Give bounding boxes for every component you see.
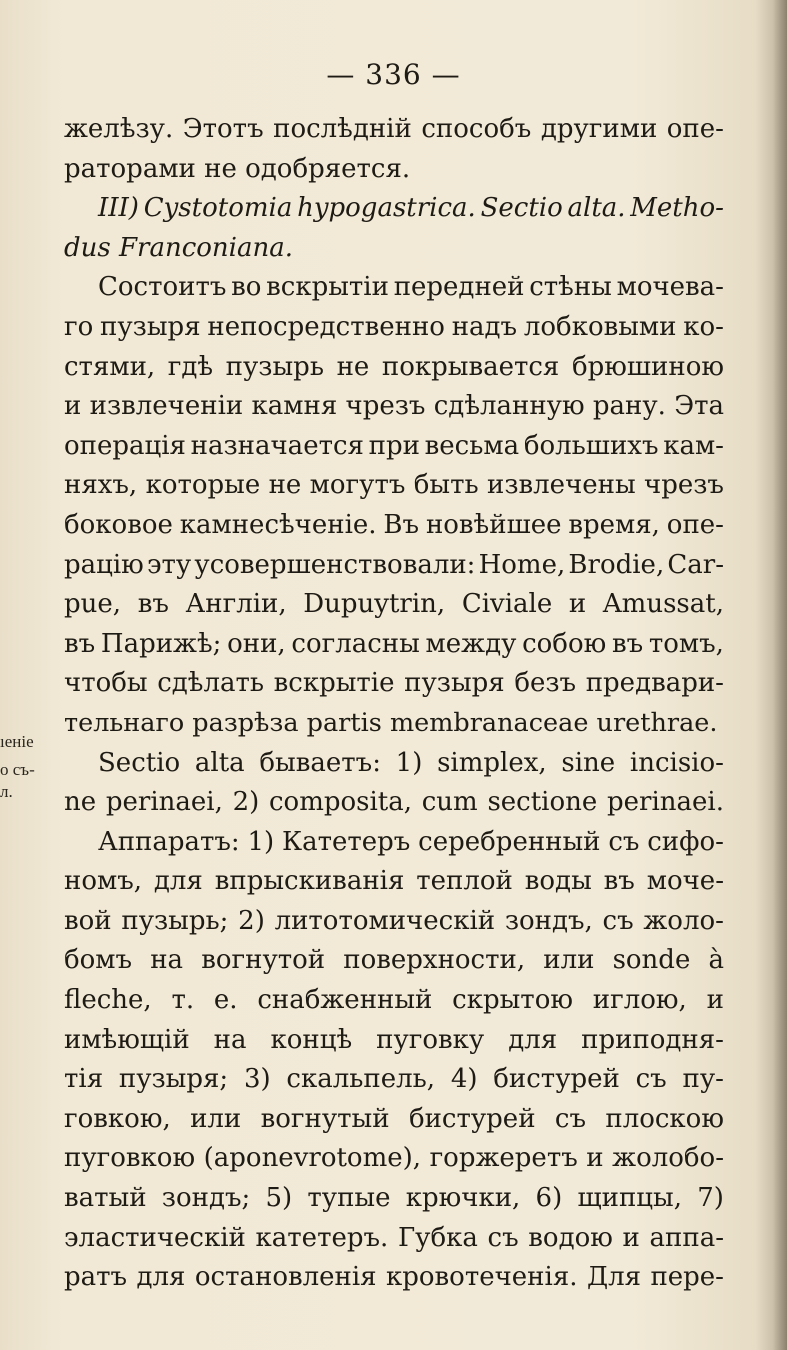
word: согласны: [291, 628, 420, 659]
word: вогнутый: [260, 1103, 390, 1134]
word: съ: [608, 826, 640, 857]
word: 1): [247, 826, 275, 857]
word: быть: [413, 470, 479, 501]
word: стѣны: [529, 272, 612, 303]
word: камнесѣченiе.: [179, 509, 377, 540]
word: брюшиною: [571, 351, 724, 382]
word: жолобо-: [612, 1143, 724, 1174]
word: имѣющiй: [64, 1024, 190, 1055]
text-line: [64, 1139, 724, 1179]
text-line: тельнаго разрѣза partis membranaceae urethrae.: [64, 707, 718, 738]
word: большихъ: [523, 430, 659, 461]
word: камня: [251, 391, 338, 422]
text-line: [64, 466, 724, 506]
word: или: [543, 945, 595, 976]
word: Cystotomia: [143, 193, 293, 224]
text-line: [64, 744, 724, 784]
text-line: [64, 1179, 724, 1219]
word: и: [586, 1143, 604, 1174]
word: и: [622, 1222, 640, 1253]
word: остановленiя: [194, 1262, 377, 1293]
word: съ: [602, 905, 634, 936]
word: Эта: [674, 391, 724, 422]
word: рацiю: [64, 549, 144, 580]
word: эту: [146, 549, 192, 580]
word: извлечены: [487, 470, 636, 501]
word: скальпель,: [286, 1064, 436, 1095]
word: пузырь;: [121, 905, 229, 936]
word: катетеръ.: [255, 1222, 389, 1253]
word: 2): [232, 787, 260, 818]
word: вскрытiе: [273, 668, 395, 699]
word: теплой: [416, 866, 513, 897]
word: sine: [561, 747, 616, 778]
word: стями,: [64, 351, 156, 382]
word: тупые: [307, 1183, 391, 1214]
word: бомъ: [64, 945, 133, 976]
word: чрезъ: [644, 470, 724, 501]
word: Для: [586, 1262, 641, 1293]
word: во: [231, 272, 262, 303]
word: говкою,: [64, 1103, 171, 1134]
word: послѣднiй: [273, 114, 412, 144]
word: пуговку: [376, 1024, 485, 1055]
word: воды: [524, 866, 592, 897]
word: sonde: [612, 945, 691, 976]
word: бистурей: [408, 1103, 536, 1134]
word: желѣзу.: [64, 114, 174, 144]
word: иглою,: [592, 985, 687, 1016]
word: скрытою: [452, 985, 573, 1016]
word: снабженный: [257, 985, 433, 1016]
text-line: [64, 268, 724, 308]
word: Въ: [383, 509, 420, 540]
word: или: [190, 1103, 242, 1134]
word: надъ: [451, 311, 518, 342]
text-line: [64, 546, 724, 586]
word: они,: [227, 628, 286, 659]
word: эластическiй: [64, 1222, 246, 1253]
word: весьма: [424, 430, 520, 461]
word: мочева-: [616, 272, 724, 303]
word: не: [268, 470, 302, 501]
word: опе-: [666, 509, 724, 540]
word: Англiи,: [185, 589, 287, 620]
page-number: — 336 —: [326, 58, 461, 91]
word: и: [706, 985, 724, 1016]
word: т.: [171, 985, 195, 1016]
word: при: [368, 430, 420, 461]
word: е.: [213, 985, 238, 1016]
word: Civiale: [461, 589, 553, 620]
word: пузырь: [225, 351, 324, 382]
word: непосредственно: [207, 311, 445, 342]
word: крючки,: [405, 1183, 521, 1214]
margin-note-3: л.: [0, 782, 13, 801]
word: моче-: [646, 866, 724, 897]
text-line: [64, 664, 724, 704]
text-line: [64, 427, 724, 467]
word: бистурей: [493, 1064, 620, 1095]
word: гдѣ: [167, 351, 214, 382]
word: пуговкою: [64, 1143, 196, 1174]
word: аппа-: [649, 1222, 724, 1253]
word: няхъ,: [64, 470, 138, 501]
word: sectione: [487, 787, 598, 818]
word: 7): [697, 1183, 724, 1214]
word: вой: [64, 905, 112, 936]
word: передней: [393, 272, 525, 303]
word: 3): [243, 1064, 271, 1095]
text-line: [64, 1021, 724, 1061]
word: и: [568, 589, 587, 620]
word: способъ: [421, 114, 532, 144]
text-line: [64, 1100, 724, 1140]
word: Home,: [478, 549, 566, 580]
word: горжеретъ: [429, 1143, 578, 1174]
word: (aponevrotome),: [203, 1143, 422, 1174]
word: назначается: [190, 430, 364, 461]
word: извлеченiи: [89, 391, 244, 422]
word: сдѣлать: [157, 668, 265, 699]
word: зондъ;: [161, 1183, 251, 1214]
page-edge-shadow: [773, 0, 787, 1350]
word: ратъ: [64, 1262, 128, 1293]
word: на: [150, 945, 184, 976]
word: ко-: [683, 311, 724, 342]
word: III): [98, 193, 139, 224]
word: въ: [137, 589, 169, 620]
word: го: [64, 311, 94, 342]
word: на: [213, 1024, 247, 1055]
word: для: [508, 1024, 558, 1055]
text-line: [64, 585, 724, 625]
word: Car-: [667, 549, 724, 580]
text-line: [64, 902, 724, 942]
word: Sectio: [98, 747, 181, 778]
word: alta: [194, 747, 245, 778]
word: perinaei.: [607, 787, 724, 818]
word: вогнутой: [201, 945, 326, 976]
word: hypogastrica.: [297, 193, 476, 224]
word: Состоитъ: [98, 272, 227, 303]
word: плоскою: [605, 1103, 724, 1134]
word: съ: [635, 1064, 667, 1095]
word: томъ,: [648, 628, 724, 659]
word: собою: [522, 628, 607, 659]
word: безъ: [514, 668, 577, 699]
margin-note-1: ıеніе: [0, 732, 34, 751]
word: пере-: [650, 1262, 724, 1293]
word: покрывается: [381, 351, 560, 382]
text-line: [64, 348, 724, 388]
word: тiя: [64, 1064, 104, 1095]
text-line: [64, 1060, 724, 1100]
text-line: [64, 981, 724, 1021]
word: пузыря;: [118, 1064, 229, 1095]
word: чтобы: [64, 668, 148, 699]
word: не: [336, 351, 370, 382]
word: Аппаратъ:: [98, 826, 240, 857]
word: приподня-: [581, 1024, 724, 1055]
text-line: раторами не одобряется.: [64, 153, 411, 184]
text-line: [64, 308, 724, 348]
text-line: [64, 1219, 724, 1259]
word: лобковыми: [523, 311, 677, 342]
word: perinaei,: [105, 787, 223, 818]
word: серебренный: [418, 826, 601, 857]
word: въ: [64, 628, 96, 659]
text-line: [64, 110, 724, 150]
text-line: [64, 189, 724, 229]
text-line: [64, 387, 724, 427]
word: 6): [535, 1183, 563, 1214]
text-line: [64, 1258, 724, 1298]
text-line: [64, 783, 724, 823]
word: водою: [528, 1222, 613, 1253]
text-line: [64, 506, 724, 546]
word: могутъ: [309, 470, 406, 501]
word: номъ,: [64, 866, 143, 897]
word: съ: [487, 1222, 519, 1253]
word: 5): [265, 1183, 293, 1214]
text-line: [64, 823, 724, 863]
word: другими: [540, 114, 658, 144]
word: пузыря: [404, 668, 505, 699]
word: для: [153, 866, 203, 897]
word: à: [708, 945, 724, 976]
text-line: [64, 941, 724, 981]
word: Этотъ: [182, 114, 264, 144]
word: щипцы,: [577, 1183, 682, 1214]
word: Sectio: [480, 193, 563, 224]
word: въ: [611, 628, 644, 659]
word: pue,: [64, 589, 122, 620]
word: поверхности,: [343, 945, 526, 976]
word: въ: [603, 866, 635, 897]
word: alta.: [567, 193, 626, 224]
word: чрезъ: [345, 391, 426, 422]
word: cum: [421, 787, 478, 818]
word: время,: [568, 509, 660, 540]
word: 4): [450, 1064, 478, 1095]
word: Губка: [397, 1222, 478, 1253]
word: Dupuytrin,: [303, 589, 446, 620]
word: ne: [64, 787, 97, 818]
word: вскрытiи: [266, 272, 389, 303]
word: впрыскиванiя: [214, 866, 405, 897]
word: зондъ,: [504, 905, 593, 936]
word: Катетеръ: [282, 826, 411, 857]
word: для: [136, 1262, 186, 1293]
word: composita,: [268, 787, 413, 818]
word: усовершенствовали:: [194, 549, 476, 580]
margin-note-2: о съ-: [0, 760, 35, 779]
word: incisio-: [629, 747, 724, 778]
word: simplex,: [437, 747, 547, 778]
text-line: [64, 625, 724, 665]
word: пузыря: [100, 311, 201, 342]
word: Metho-: [630, 193, 724, 224]
word: 2): [238, 905, 265, 936]
word: съ: [554, 1103, 586, 1134]
word: боковое: [64, 509, 173, 540]
word: бываетъ:: [259, 747, 381, 778]
word: Amussat,: [602, 589, 724, 620]
word: сифо-: [647, 826, 724, 857]
word: fleche,: [64, 985, 152, 1016]
word: 1): [395, 747, 423, 778]
word: литотомическiй: [274, 905, 496, 936]
word: кровотеченiя.: [386, 1262, 578, 1293]
word: кам-: [663, 430, 724, 461]
word: сдѣланную: [433, 391, 585, 422]
word: опе-: [666, 114, 724, 144]
word: между: [425, 628, 517, 659]
word: Парижѣ;: [100, 628, 222, 659]
word: Brodie,: [568, 549, 665, 580]
word: новѣйшее: [425, 509, 562, 540]
word: и: [64, 391, 82, 422]
body-text: [64, 110, 724, 1298]
word: пу-: [682, 1064, 724, 1095]
text-line: dus Franconiana.: [64, 232, 293, 263]
word: операцiя: [64, 430, 186, 461]
text-line: [64, 862, 724, 902]
word: которые: [145, 470, 261, 501]
word: предвари-: [585, 668, 724, 699]
word: жоло-: [643, 905, 724, 936]
word: концѣ: [270, 1024, 353, 1055]
word: ватый: [64, 1183, 147, 1214]
word: рану.: [592, 391, 666, 422]
